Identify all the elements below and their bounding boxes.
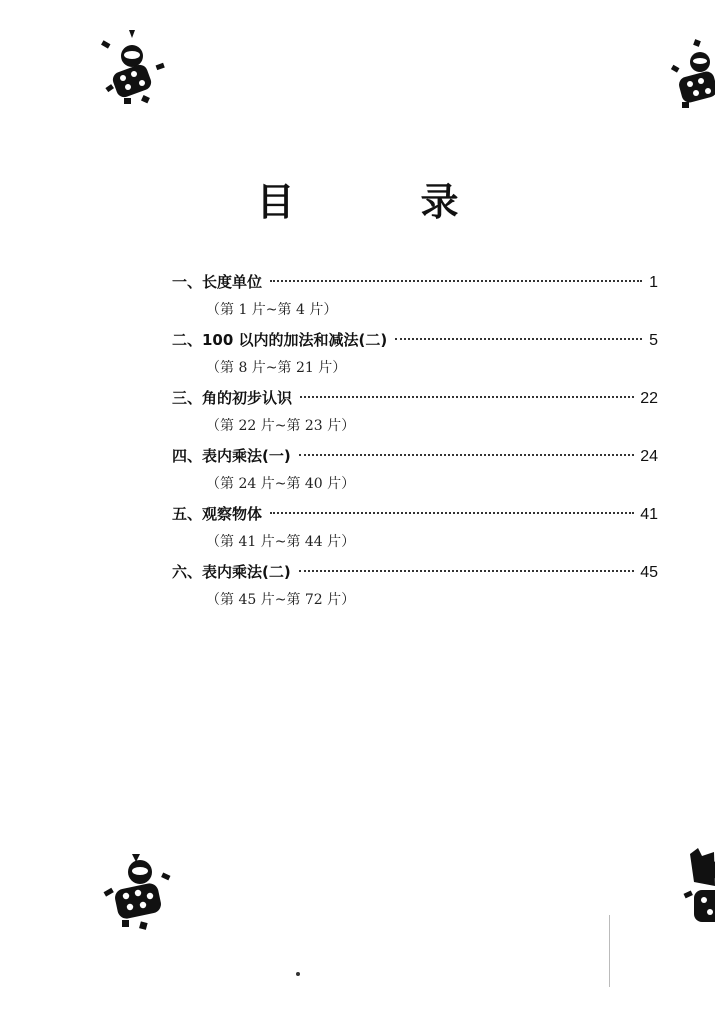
toc-entry[interactable] <box>172 268 658 326</box>
toc-entry-page-number: 22 <box>640 390 658 407</box>
dot-leader <box>299 570 634 572</box>
toc-entry-slide-range: （第 1 片~第 4 片） <box>206 302 338 318</box>
toc-entry-slide-range: （第 45 片~第 72 片） <box>206 592 356 608</box>
toc-entry-line <box>172 384 658 412</box>
dot-leader <box>395 338 642 340</box>
toc-entry-slide-range: （第 41 片~第 44 片） <box>206 534 356 550</box>
toc-entry-page-number: 24 <box>640 448 658 465</box>
toc-entry[interactable] <box>172 558 658 616</box>
page-title: 目 录 <box>256 180 503 224</box>
toc-entry-line <box>172 442 658 470</box>
dot-leader <box>270 512 634 514</box>
dot-leader <box>270 280 642 282</box>
dot-leader <box>299 454 634 456</box>
toc-entry-line <box>172 268 658 296</box>
toc-entry-line <box>172 326 658 354</box>
scan-edge-line <box>609 915 610 987</box>
polka-dot-figure-icon-top-right <box>668 36 715 112</box>
toc-entry-page-number: 1 <box>649 274 658 291</box>
toc-entry-title: 一、长度单位 <box>172 273 263 291</box>
polka-dot-figure-icon-top-left <box>96 26 170 108</box>
toc-entry-title: 六、表内乘法(二) <box>172 563 291 581</box>
toc-entry-page-number: 45 <box>640 564 658 581</box>
toc-entry[interactable] <box>172 442 658 500</box>
polka-dot-figure-icon-bottom-right <box>680 846 715 930</box>
toc-entry[interactable] <box>172 500 658 558</box>
toc-entry[interactable] <box>172 384 658 442</box>
toc-entry-page-number: 5 <box>649 332 658 349</box>
toc-entry-page-number: 41 <box>640 506 658 523</box>
toc-entry-title: 四、表内乘法(一) <box>172 447 291 465</box>
dot-leader <box>300 396 634 398</box>
toc-entry-slide-range: （第 8 片~第 21 片） <box>206 360 347 376</box>
toc-entry-title: 二、100 以内的加法和减法(二) <box>172 331 388 349</box>
toc-entry-title: 三、角的初步认识 <box>172 389 293 407</box>
toc-entry[interactable] <box>172 326 658 384</box>
toc-entry-slide-range: （第 22 片~第 23 片） <box>206 418 356 434</box>
scan-speck <box>296 972 300 976</box>
toc-entry-line <box>172 558 658 586</box>
table-of-contents <box>172 268 658 616</box>
polka-dot-figure-icon-bottom-left <box>100 850 178 934</box>
toc-entry-slide-range: （第 24 片~第 40 片） <box>206 476 356 492</box>
toc-entry-line <box>172 500 658 528</box>
toc-entry-title: 五、观察物体 <box>172 505 263 523</box>
